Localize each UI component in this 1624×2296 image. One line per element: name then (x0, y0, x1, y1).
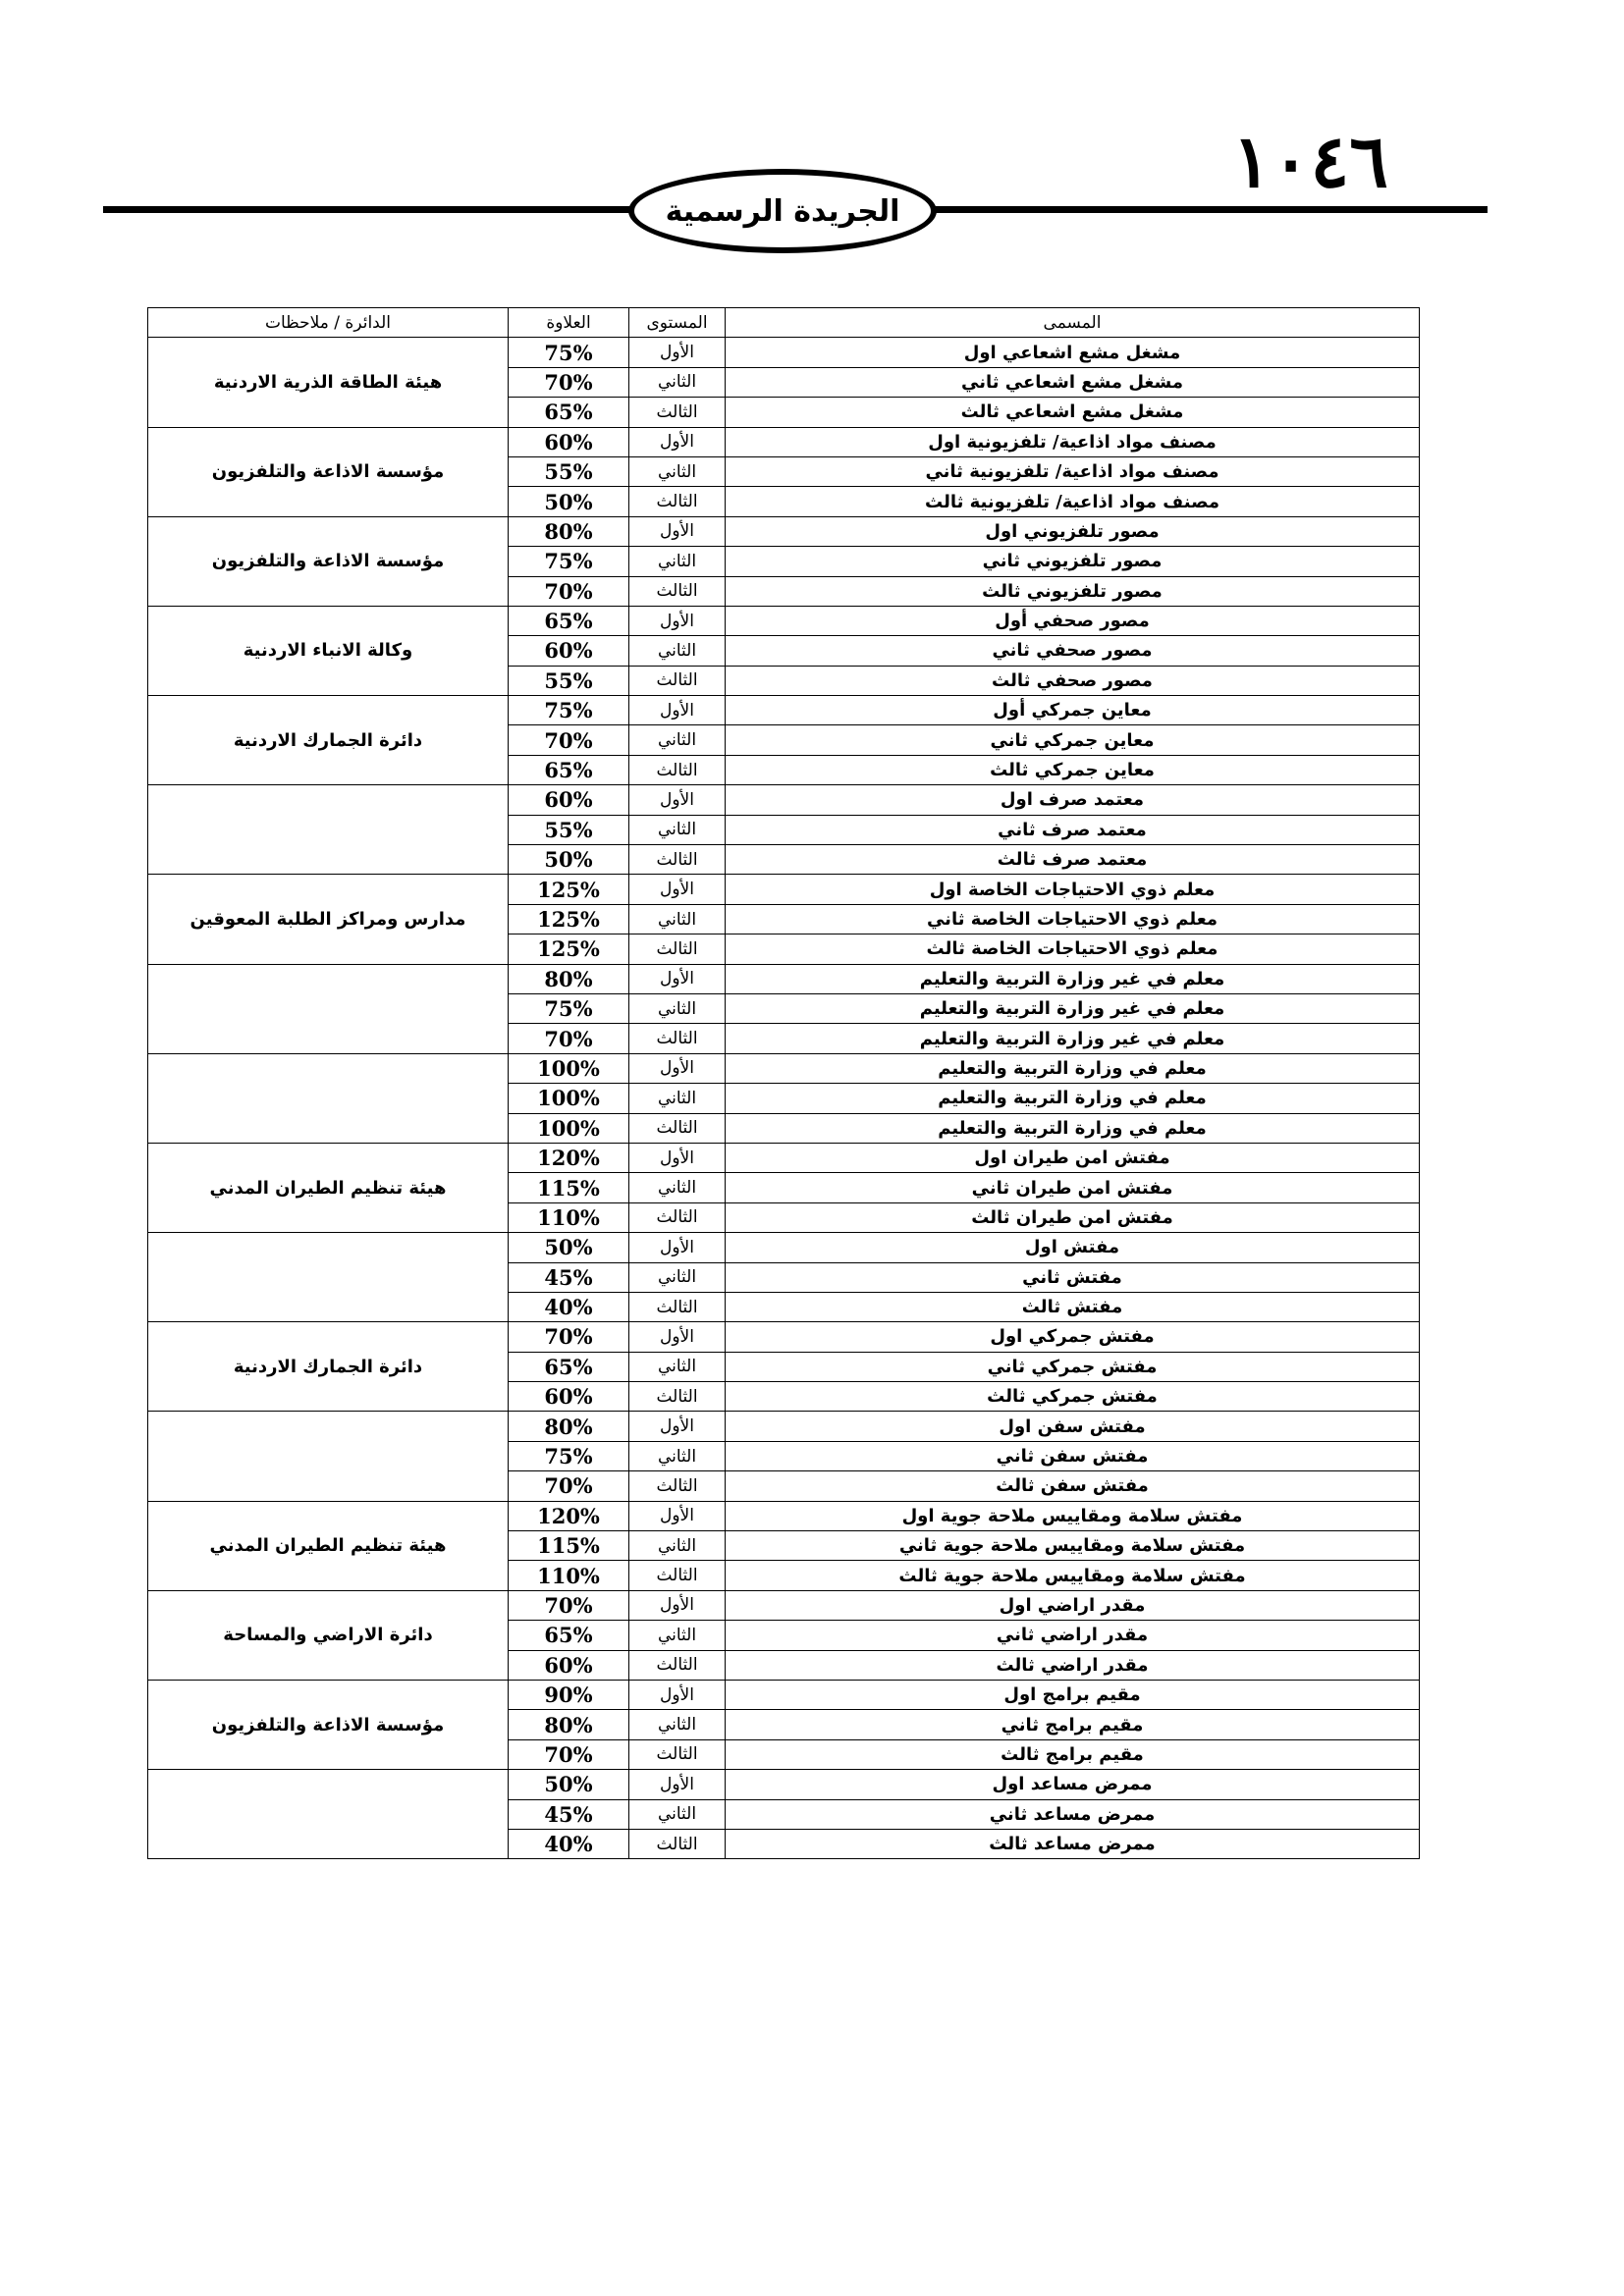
allowance-cell: 80% (509, 964, 629, 993)
job-title-cell: مفتش سلامة ومقاييس ملاحة جوية اول (726, 1501, 1420, 1530)
level-cell: الأول (629, 964, 726, 993)
level-cell: الثاني (629, 1441, 726, 1470)
level-cell: الثالث (629, 934, 726, 964)
level-cell: الثالث (629, 1292, 726, 1321)
job-title-cell: معلم في غير وزارة التربية والتعليم (726, 964, 1420, 993)
table-row (148, 1770, 1420, 1799)
level-cell: الثالث (629, 576, 726, 606)
job-title-cell: مفتش سفن اول (726, 1412, 1420, 1441)
job-title-cell: مقيم برامج ثاني (726, 1710, 1420, 1739)
job-title-cell: معلم ذوي الاحتياجات الخاصة اول (726, 875, 1420, 904)
allowance-cell: 60% (509, 785, 629, 815)
level-cell: الأول (629, 1590, 726, 1620)
allowance-cell: 40% (509, 1829, 629, 1858)
gazette-title-oval (628, 169, 937, 253)
allowance-cell: 115% (509, 1531, 629, 1561)
allowance-cell: 50% (509, 845, 629, 875)
job-title-cell: مصنف مواد اذاعية/ تلفزيونية اول (726, 427, 1420, 456)
job-title-cell: ممرض مساعد ثاني (726, 1799, 1420, 1829)
job-title-cell: مفتش امن طيران اول (726, 1143, 1420, 1172)
level-cell: الثاني (629, 725, 726, 755)
table-row (148, 1412, 1420, 1441)
table-row (148, 785, 1420, 815)
job-title-cell: معلم في غير وزارة التربية والتعليم (726, 993, 1420, 1023)
allowance-cell: 55% (509, 456, 629, 486)
level-cell: الثالث (629, 1739, 726, 1769)
job-title-cell: مصور صحفي ثاني (726, 636, 1420, 666)
job-title-cell: مقيم برامج اول (726, 1680, 1420, 1709)
job-title-cell: مفتش سفن ثالث (726, 1471, 1420, 1501)
department-notes-cell: هيئة الطاقة الذرية الاردنية (148, 338, 509, 427)
job-title-cell: مفتش اول (726, 1233, 1420, 1262)
job-title-cell: مصور تلفزيوني اول (726, 516, 1420, 546)
level-cell: الأول (629, 785, 726, 815)
level-cell: الثاني (629, 993, 726, 1023)
allowance-cell: 70% (509, 1322, 629, 1352)
level-cell: الثاني (629, 1352, 726, 1381)
level-cell: الأول (629, 338, 726, 367)
allowance-cell: 70% (509, 367, 629, 397)
job-title-cell: معاين جمركي أول (726, 696, 1420, 725)
level-cell: الأول (629, 696, 726, 725)
department-notes-cell: مؤسسة الاذاعة والتلفزيون (148, 516, 509, 606)
job-title-cell: مفتش سفن ثاني (726, 1441, 1420, 1470)
level-cell: الثالث (629, 666, 726, 695)
allowance-cell: 75% (509, 338, 629, 367)
job-title-cell: معلم في وزارة التربية والتعليم (726, 1113, 1420, 1143)
level-cell: الثالث (629, 1650, 726, 1680)
job-title-cell: معاين جمركي ثالث (726, 755, 1420, 784)
department-notes-cell: هيئة تنظيم الطيران المدني (148, 1143, 509, 1232)
job-title-cell: مشغل مشع اشعاعي ثاني (726, 367, 1420, 397)
table-row (148, 1143, 1420, 1172)
job-title-cell: معتمد صرف اول (726, 785, 1420, 815)
job-title-cell: مفتش جمركي ثالث (726, 1382, 1420, 1412)
job-title-cell: مقدر اراضي ثالث (726, 1650, 1420, 1680)
allowance-cell: 100% (509, 1113, 629, 1143)
job-title-cell: مصنف مواد اذاعية/ تلفزيونية ثالث (726, 487, 1420, 516)
table-row (148, 606, 1420, 635)
level-cell: الأول (629, 1770, 726, 1799)
job-title-cell: مصنف مواد اذاعية/ تلفزيونية ثاني (726, 456, 1420, 486)
allowance-cell: 60% (509, 1650, 629, 1680)
level-cell: الأول (629, 1053, 726, 1083)
table-row (148, 1322, 1420, 1352)
level-cell: الأول (629, 1322, 726, 1352)
department-notes-cell: وكالة الانباء الاردنية (148, 606, 509, 695)
allowance-cell: 70% (509, 1024, 629, 1053)
job-title-cell: مصور تلفزيوني ثاني (726, 547, 1420, 576)
allowance-cell: 70% (509, 1590, 629, 1620)
allowance-cell: 60% (509, 1382, 629, 1412)
level-cell: الأول (629, 1680, 726, 1709)
job-title-cell: مصور صحفي ثالث (726, 666, 1420, 695)
allowance-cell: 70% (509, 725, 629, 755)
job-title-cell: ممرض مساعد اول (726, 1770, 1420, 1799)
job-title-cell: مصور صحفي أول (726, 606, 1420, 635)
allowance-cell: 110% (509, 1561, 629, 1590)
table-row (148, 1501, 1420, 1530)
level-cell: الأول (629, 875, 726, 904)
job-title-cell: مفتش سلامة ومقاييس ملاحة جوية ثاني (726, 1531, 1420, 1561)
department-notes-cell (148, 1053, 509, 1143)
level-cell: الثاني (629, 1173, 726, 1202)
job-title-cell: مصور تلفزيوني ثالث (726, 576, 1420, 606)
level-cell: الأول (629, 1143, 726, 1172)
allowance-cell: 125% (509, 934, 629, 964)
level-cell: الأول (629, 606, 726, 635)
table-row (148, 1680, 1420, 1709)
allowance-cell: 70% (509, 1471, 629, 1501)
department-notes-cell: هيئة تنظيم الطيران المدني (148, 1501, 509, 1590)
level-cell: الثاني (629, 815, 726, 844)
job-title-cell: مقدر اراضي اول (726, 1590, 1420, 1620)
level-cell: الأول (629, 1412, 726, 1441)
level-cell: الثاني (629, 1621, 726, 1650)
department-notes-cell: دائرة الجمارك الاردنية (148, 1322, 509, 1412)
department-notes-cell (148, 964, 509, 1053)
header-notes: الدائرة / ملاحظات (148, 308, 509, 338)
job-title-cell: معلم في وزارة التربية والتعليم (726, 1084, 1420, 1113)
allowance-cell: 80% (509, 516, 629, 546)
level-cell: الثالث (629, 1382, 726, 1412)
allowance-cell: 50% (509, 1770, 629, 1799)
allowance-cell: 100% (509, 1084, 629, 1113)
table-header-row (148, 308, 1420, 338)
gazette-title: الجريدة الرسمية (665, 193, 900, 229)
job-title-cell: مقيم برامج ثالث (726, 1739, 1420, 1769)
table-row (148, 1590, 1420, 1620)
table-row (148, 338, 1420, 367)
allowance-cell: 65% (509, 755, 629, 784)
allowance-cell: 50% (509, 1233, 629, 1262)
job-title-cell: مفتش جمركي اول (726, 1322, 1420, 1352)
allowance-cell: 100% (509, 1053, 629, 1083)
job-title-cell: مفتش امن طيران ثالث (726, 1202, 1420, 1232)
department-notes-cell (148, 1412, 509, 1501)
allowance-cell: 75% (509, 696, 629, 725)
allowance-cell: 125% (509, 875, 629, 904)
level-cell: الثاني (629, 1262, 726, 1292)
level-cell: الثالث (629, 1113, 726, 1143)
department-notes-cell: دائرة الاراضي والمساحة (148, 1590, 509, 1680)
allowance-cell: 55% (509, 815, 629, 844)
job-title-cell: مشغل مشع اشعاعي اول (726, 338, 1420, 367)
job-title-cell: مقدر اراضي ثاني (726, 1621, 1420, 1650)
level-cell: الثالث (629, 1561, 726, 1590)
level-cell: الثالث (629, 398, 726, 427)
level-cell: الثاني (629, 1084, 726, 1113)
job-title-cell: مشغل مشع اشعاعي ثالث (726, 398, 1420, 427)
header-level: المستوى (629, 308, 726, 338)
allowance-cell: 65% (509, 606, 629, 635)
allowance-cell: 45% (509, 1799, 629, 1829)
job-title-cell: مفتش امن طيران ثاني (726, 1173, 1420, 1202)
level-cell: الثالث (629, 1829, 726, 1858)
level-cell: الثالث (629, 845, 726, 875)
job-title-cell: معاين جمركي ثاني (726, 725, 1420, 755)
header-allowance: العلاوة (509, 308, 629, 338)
level-cell: الثاني (629, 904, 726, 934)
department-notes-cell: مؤسسة الاذاعة والتلفزيون (148, 427, 509, 516)
level-cell: الثاني (629, 1531, 726, 1561)
table-row (148, 1053, 1420, 1083)
allowance-cell: 45% (509, 1262, 629, 1292)
allowances-table (147, 307, 1420, 1859)
allowance-cell: 120% (509, 1501, 629, 1530)
level-cell: الأول (629, 1501, 726, 1530)
department-notes-cell: مؤسسة الاذاعة والتلفزيون (148, 1680, 509, 1769)
level-cell: الثالث (629, 1202, 726, 1232)
job-title-cell: مفتش سلامة ومقاييس ملاحة جوية ثالث (726, 1561, 1420, 1590)
job-title-cell: مفتش ثالث (726, 1292, 1420, 1321)
table-row (148, 696, 1420, 725)
job-title-cell: معلم ذوي الاحتياجات الخاصة ثالث (726, 934, 1420, 964)
allowance-cell: 120% (509, 1143, 629, 1172)
allowance-cell: 80% (509, 1412, 629, 1441)
table-row (148, 516, 1420, 546)
level-cell: الثالث (629, 755, 726, 784)
department-notes-cell (148, 1770, 509, 1859)
job-title-cell: مفتش ثاني (726, 1262, 1420, 1292)
allowance-cell: 70% (509, 1739, 629, 1769)
job-title-cell: معتمد صرف ثالث (726, 845, 1420, 875)
level-cell: الثاني (629, 1799, 726, 1829)
table-row (148, 1233, 1420, 1262)
department-notes-cell (148, 785, 509, 875)
allowance-cell: 90% (509, 1680, 629, 1709)
department-notes-cell: مدارس ومراكز الطلبة المعوقين (148, 875, 509, 964)
level-cell: الثاني (629, 1710, 726, 1739)
job-title-cell: معلم في غير وزارة التربية والتعليم (726, 1024, 1420, 1053)
level-cell: الأول (629, 427, 726, 456)
allowance-cell: 125% (509, 904, 629, 934)
allowance-cell: 110% (509, 1202, 629, 1232)
allowance-cell: 75% (509, 993, 629, 1023)
allowance-cell: 75% (509, 547, 629, 576)
level-cell: الأول (629, 516, 726, 546)
header-title: المسمى (726, 308, 1420, 338)
allowance-cell: 40% (509, 1292, 629, 1321)
level-cell: الأول (629, 1233, 726, 1262)
department-notes-cell: دائرة الجمارك الاردنية (148, 696, 509, 785)
allowance-cell: 65% (509, 398, 629, 427)
level-cell: الثاني (629, 636, 726, 666)
job-title-cell: مفتش جمركي ثاني (726, 1352, 1420, 1381)
allowance-cell: 65% (509, 1621, 629, 1650)
allowance-cell: 50% (509, 487, 629, 516)
allowance-cell: 115% (509, 1173, 629, 1202)
level-cell: الثالث (629, 487, 726, 516)
allowance-cell: 65% (509, 1352, 629, 1381)
table-row (148, 964, 1420, 993)
job-title-cell: ممرض مساعد ثالث (726, 1829, 1420, 1858)
job-title-cell: معتمد صرف ثاني (726, 815, 1420, 844)
level-cell: الثاني (629, 547, 726, 576)
allowance-cell: 60% (509, 427, 629, 456)
table-row (148, 875, 1420, 904)
job-title-cell: معلم في وزارة التربية والتعليم (726, 1053, 1420, 1083)
level-cell: الثالث (629, 1024, 726, 1053)
level-cell: الثالث (629, 1471, 726, 1501)
allowance-cell: 70% (509, 576, 629, 606)
allowances-table-body (148, 308, 1420, 1859)
department-notes-cell (148, 1233, 509, 1322)
allowance-cell: 80% (509, 1710, 629, 1739)
level-cell: الثاني (629, 456, 726, 486)
allowance-cell: 55% (509, 666, 629, 695)
allowance-cell: 75% (509, 1441, 629, 1470)
job-title-cell: معلم ذوي الاحتياجات الخاصة ثاني (726, 904, 1420, 934)
allowance-cell: 60% (509, 636, 629, 666)
level-cell: الثاني (629, 367, 726, 397)
page-number: ١٠٤٦ (1232, 120, 1388, 204)
table-row (148, 427, 1420, 456)
